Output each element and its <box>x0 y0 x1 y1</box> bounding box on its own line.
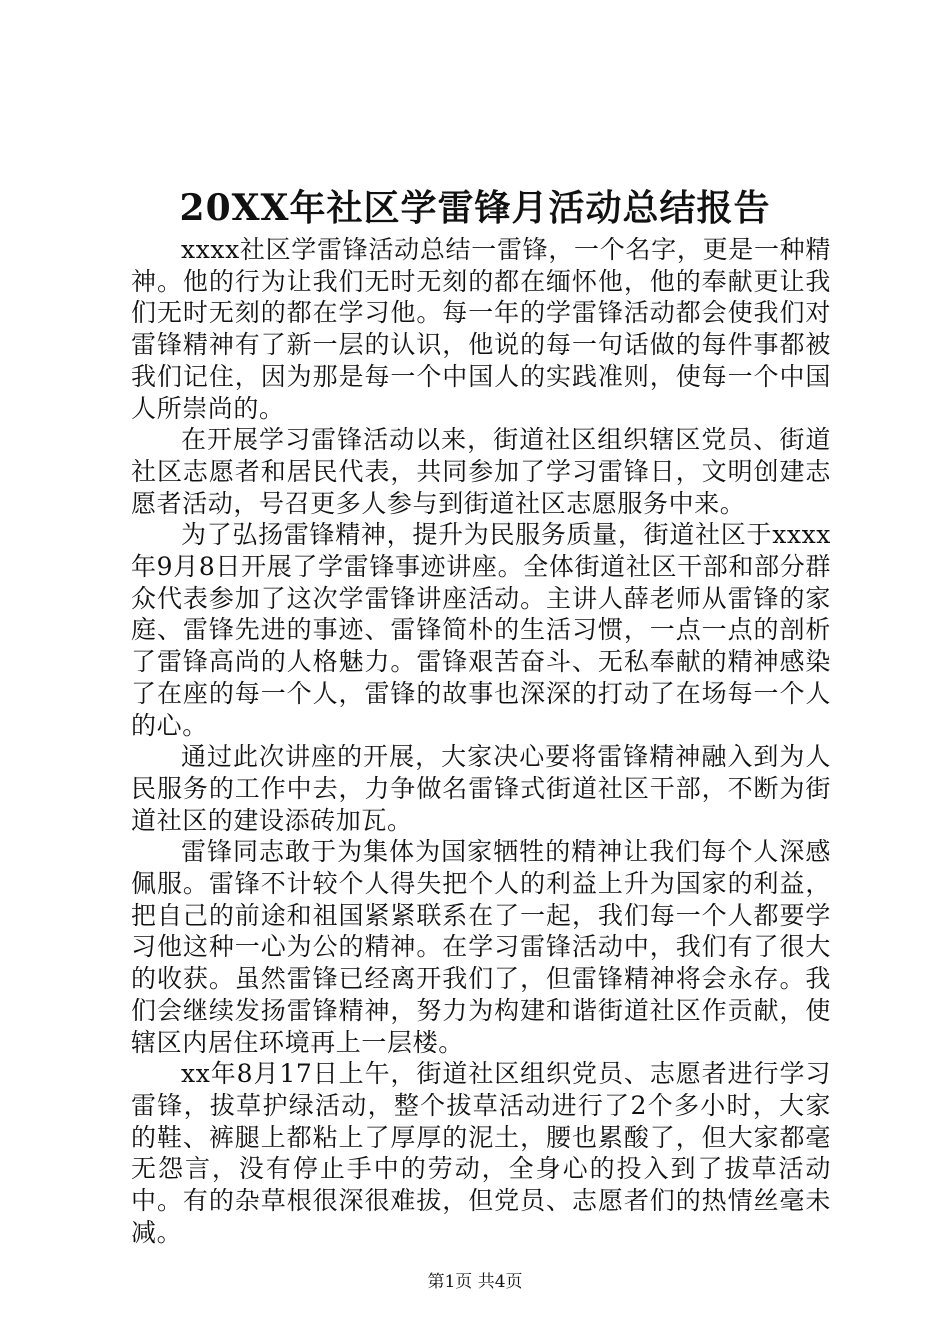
paragraph: xx年8月17日上午，街道社区组织党员、志愿者进行学习雷锋，拔草护绿活动，整个拔草活动进行了2个多小时，大家的鞋、裤腿上都粘上了厚厚的泥土，腰也累酸了，但大家都毫无怨言，没有停止手中的劳动，全身心的投入到了拔草活动中。有的杂草根很深很难拔，但党员、志愿者们的热情丝毫未减。 <box>131 1059 831 1247</box>
paragraph: 为了弘扬雷锋精神，提升为民服务质量，街道社区于xxxx年9月8日开展了学雷锋事迹讲座。全体街道社区干部和部分群众代表参加了这次学雷锋讲座活动。主讲人薛老师从雷锋的家庭、雷锋先进的事迹、雷锋简朴的生活习惯，一点一点的剖析了雷锋高尚的人格魅力。雷锋艰苦奋斗、无私奉献的精神感染了在座的每一个人，雷锋的故事也深深的打动了在场每一个人的心。 <box>131 520 831 740</box>
page-number-footer: 第1页 共4页 <box>427 1272 523 1292</box>
document-body <box>131 234 831 1249</box>
paragraph: 在开展学习雷锋活动以来，街道社区组织辖区党员、街道社区志愿者和居民代表，共同参加了学习雷锋日，文明创建志愿者活动，号召更多人参与到街道社区志愿服务中来。 <box>131 425 831 518</box>
paragraph: 雷锋同志敢于为集体为国家牺牲的精神让我们每个人深感佩服。雷锋不计较个人得失把个人的利益上升为国家的利益，把自己的前途和祖国紧紧联系在了一起，我们每一个人都要学习他这种一心为公的精神。在学习雷锋活动中，我们有了很大的收获。虽然雷锋已经离开我们了，但雷锋精神将会永存。我们会继续发扬雷锋精神，努力为构建和谐街道社区作贡献，使辖区内居住环境再上一层楼。 <box>131 837 831 1057</box>
paragraph: 通过此次讲座的开展，大家决心要将雷锋精神融入到为人民服务的工作中去，力争做名雷锋式街道社区干部，不断为街道社区的建设添砖加瓦。 <box>131 742 831 835</box>
document-title: 20XX年社区学雷锋月活动总结报告 <box>179 187 771 229</box>
paragraph: xxxx社区学雷锋活动总结一雷锋，一个名字，更是一种精神。他的行为让我们无时无刻的都在缅怀他，他的奉献更让我们无时无刻的都在学习他。每一年的学雷锋活动都会使我们对雷锋精神有了新一层的认识，他说的每一句话做的每件事都被我们记住，因为那是每一个中国人的实践准则，使每一个中国人所崇尚的。 <box>131 235 831 423</box>
